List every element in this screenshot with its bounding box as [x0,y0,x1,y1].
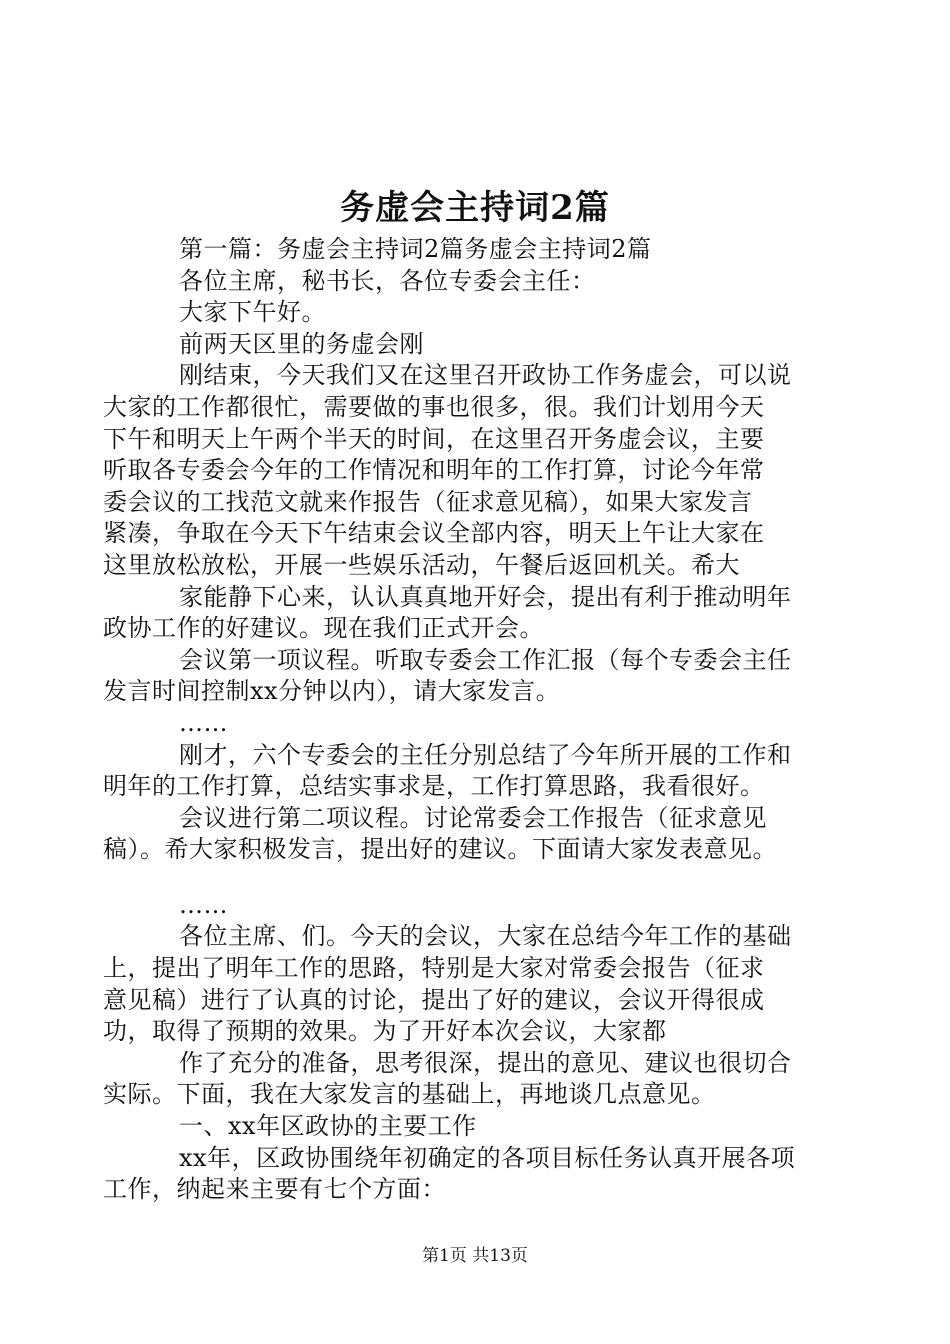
document-title: 务虚会主持词2篇 [340,188,610,228]
paragraph-line: 会议进行第二项议程。讨论常委会工作报告（征求意见 [179,803,767,832]
paragraph-line: 工作，纳起来主要有七个方面： [103,1175,446,1204]
paragraph-line: 刚结束，今天我们又在这里召开政协工作务虚会，可以说 [179,361,792,390]
paragraph-line: 会议第一项议程。听取专委会工作汇报（每个专委会主任 [179,645,792,674]
paragraph-line: 家能静下心来，认认真真地开好会，提出有利于推动明年 [179,582,792,611]
blank-spacer [103,866,843,890]
paragraph-line: 大家下午好。 [179,298,326,327]
section-heading: 一、xx年区政协的主要工作 [179,1112,477,1141]
paragraph-line: 功，取得了预期的效果。为了开好本次会议，大家都 [103,1017,667,1046]
paragraph-line: 稿）。希大家积极发言，提出好的建议。下面请大家发表意见。 [103,835,777,864]
paragraph-line: 发言时间控制xx分钟以内），请大家发言。 [103,677,561,706]
page-footer: 第1页 共13页 [422,1246,528,1266]
paragraph-line: 刚才，六个专委会的主任分别总结了今年所开展的工作和 [179,740,792,769]
ellipsis-line: …… [179,890,228,919]
paragraph-line: 听取各专委会今年的工作情况和明年的工作打算，讨论今年常 [103,456,765,485]
paragraph-line: 第一篇：务虚会主持词2篇务虚会主持词2篇 [179,235,652,263]
paragraph-line: 委会议的工找范文就来作报告（征求意见稿），如果大家发言 [103,487,753,516]
paragraph-line: 政协工作的好建议。现在我们正式开会。 [103,614,544,643]
paragraph-line: 各位主席、们。今天的会议，大家在总结今年工作的基础 [179,922,792,951]
document-body [103,234,843,1206]
paragraph-line: 意见稿）进行了认真的讨论，提出了好的建议，会议开得很成 [103,985,765,1014]
paragraph-line: 紧凑，争取在今天下午结束会议全部内容，明天上午让大家在 [103,519,765,548]
paragraph-line: 各位主席，秘书长，各位专委会主任： [179,266,596,295]
paragraph-line: xx年，区政协围绕年初确定的各项目标任务认真开展各项 [179,1143,796,1172]
ellipsis-line: …… [179,708,228,737]
paragraph-line: 实际。下面，我在大家发言的基础上，再地谈几点意见。 [103,1080,716,1109]
paragraph-line: 大家的工作都很忙，需要做的事也很多，很。我们计划用今天 [103,392,765,421]
paragraph-line: 前两天区里的务虚会刚 [179,329,424,358]
paragraph-line: 下午和明天上午两个半天的时间，在这里召开务虚会议，主要 [103,424,765,453]
paragraph-line: 作了充分的准备，思考很深，提出的意见、建议也很切合 [179,1048,792,1077]
paragraph-line: 上，提出了明年工作的思路，特别是大家对常委会报告（征求 [103,954,765,983]
paragraph-line: 明年的工作打算，总结实事求是，工作打算思路，我看很好。 [103,772,765,801]
paragraph-line: 这里放松放松，开展一些娱乐活动，午餐后返回机关。希大 [103,550,740,579]
